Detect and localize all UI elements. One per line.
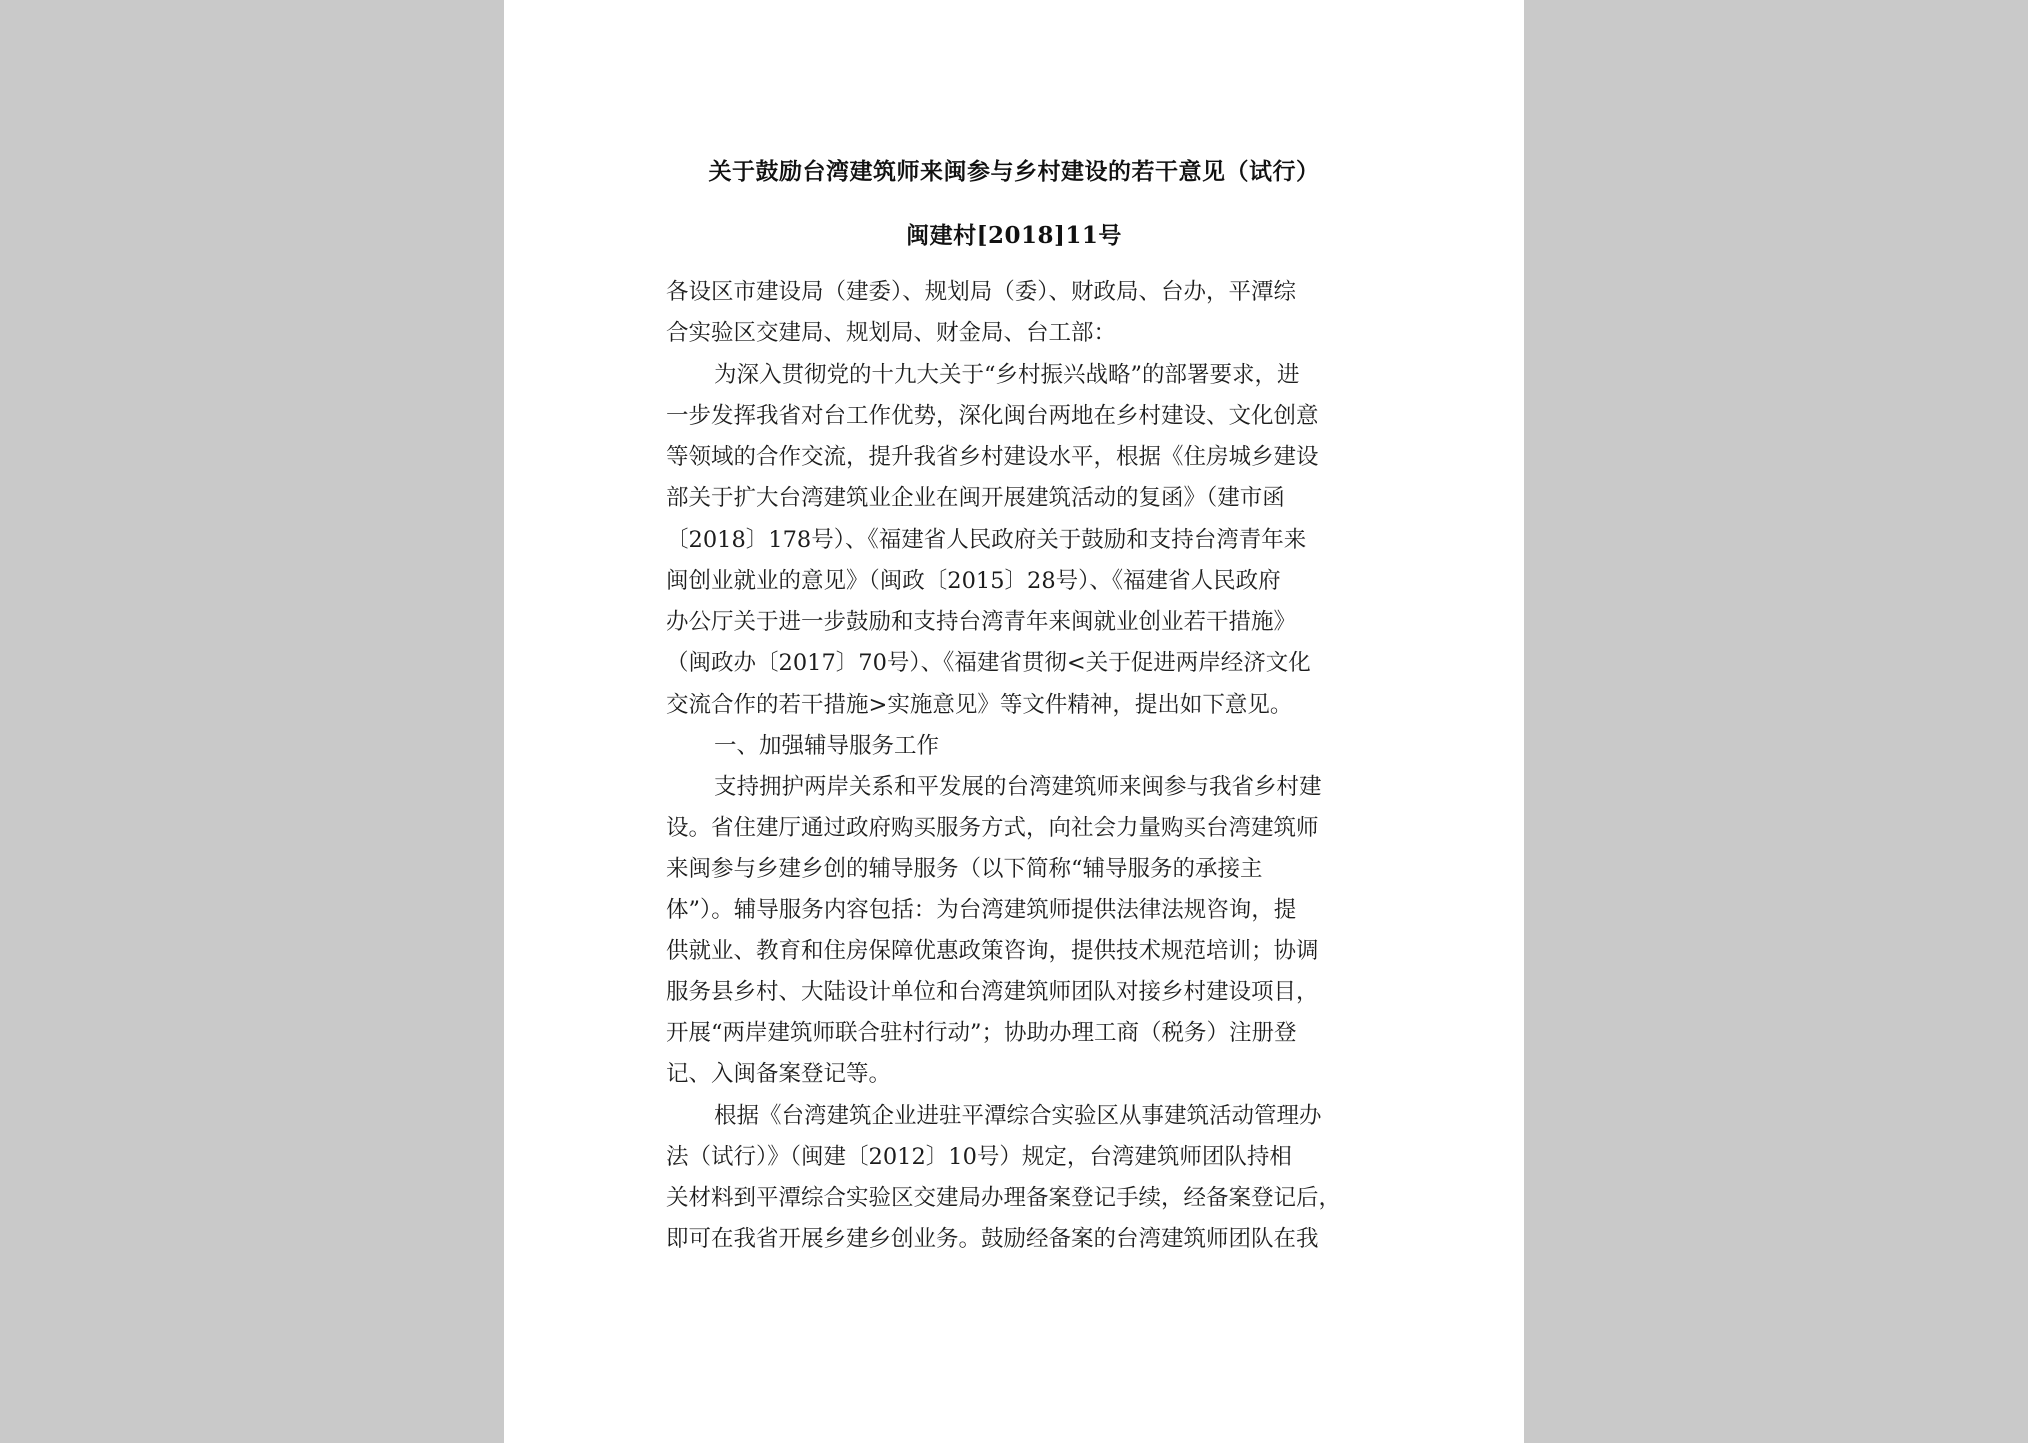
text-line: 各设区市建设局（建委）、规划局（委）、财政局、台办，平潭综 [666, 279, 1297, 305]
text-line: 来闽参与乡建乡创的辅导服务（以下简称“辅导服务的承接主 [666, 856, 1263, 882]
text-line: 为深入贯彻党的十九大关于“乡村振兴战略”的部署要求，进 [714, 362, 1300, 388]
text-line: 即可在我省开展乡建乡创业务。鼓励经备案的台湾建筑师团队在我 [666, 1226, 1319, 1252]
text-line: 支持拥护两岸关系和平发展的台湾建筑师来闽参与我省乡村建 [714, 774, 1322, 800]
text-line: 闽创业就业的意见》（闽政〔2015〕28号）、《福建省人民政府 [666, 568, 1281, 594]
text-line: 记、入闽备案登记等。 [666, 1061, 892, 1087]
text-line: 办公厅关于进一步鼓励和支持台湾青年来闽就业创业若干措施》 [666, 609, 1297, 635]
text-line: 开展“两岸建筑师联合驻村行动”；协助办理工商（税务）注册登 [666, 1020, 1297, 1046]
text-line: 部关于扩大台湾建筑业企业在闽开展建筑活动的复函》（建市函 [666, 485, 1285, 511]
section-heading: 一、加强辅导服务工作 [714, 733, 940, 759]
text-line: 关材料到平潭综合实验区交建局办理备案登记手续，经备案登记后， [666, 1185, 1342, 1211]
text-line: 根据《台湾建筑企业进驻平潭综合实验区从事建筑活动管理办 [714, 1103, 1322, 1129]
text-line: 服务县乡村、大陆设计单位和台湾建筑师团队对接乡村建设项目， [666, 979, 1319, 1005]
text-line: 供就业、教育和住房保障优惠政策咨询，提供技术规范培训；协调 [666, 938, 1319, 964]
text-line: 法（试行）》（闽建〔2012〕10号）规定，台湾建筑师团队持相 [666, 1144, 1292, 1170]
text-line: 〔2018〕178号）、《福建省人民政府关于鼓励和支持台湾青年来 [666, 527, 1307, 553]
text-line: （闽政办〔2017〕70号）、《福建省贯彻<关于促进两岸经济文化 [666, 650, 1311, 676]
document-title: 关于鼓励台湾建筑师来闽参与乡村建设的若干意见（试行） [708, 158, 1320, 185]
text-line: 合实验区交建局、规划局、财金局、台工部： [666, 320, 1117, 346]
text-line: 体”）。辅导服务内容包括：为台湾建筑师提供法律法规咨询，提 [666, 897, 1297, 923]
text-line: 等领域的合作交流，提升我省乡村建设水平，根据《住房城乡建设 [666, 444, 1319, 470]
text-line: 一步发挥我省对台工作优势，深化闽台两地在乡村建设、文化创意 [666, 403, 1319, 429]
text-line: 设。省住建厅通过政府购买服务方式，向社会力量购买台湾建筑师 [666, 815, 1319, 841]
document-number: 闽建村[2018]11号 [906, 222, 1122, 249]
text-line: 交流合作的若干措施>实施意见》等文件精神，提出如下意见。 [666, 692, 1293, 718]
document-page [504, 0, 1524, 1443]
